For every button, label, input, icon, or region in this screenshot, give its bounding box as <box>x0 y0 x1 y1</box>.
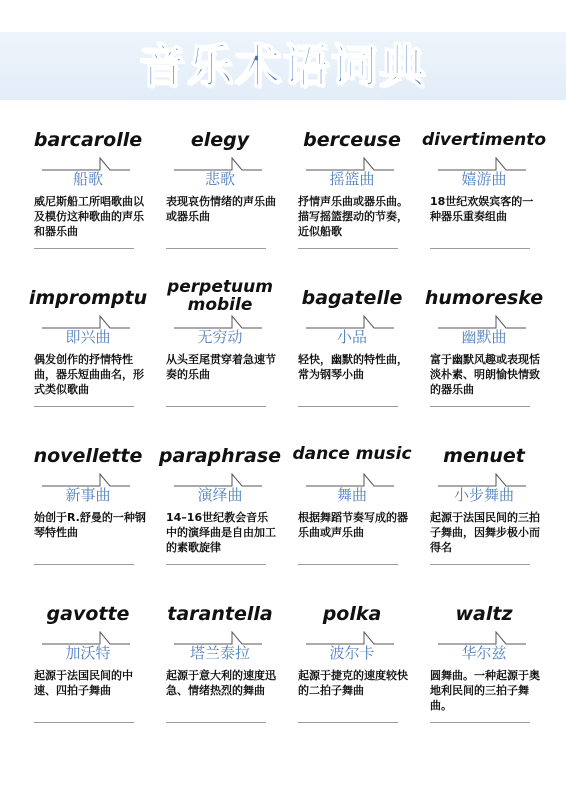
divider <box>298 248 398 249</box>
term-card <box>22 438 154 596</box>
term-english: polka <box>322 603 382 625</box>
title-banner <box>0 32 566 100</box>
divider <box>34 722 134 723</box>
term-card <box>286 438 418 596</box>
term-card <box>286 122 418 280</box>
divider <box>298 722 398 723</box>
term-chinese: 塔兰泰拉 <box>189 644 250 662</box>
term-english: novellette <box>33 445 143 467</box>
term-english: impromptu <box>28 287 148 309</box>
term-card <box>154 277 286 438</box>
term-card <box>418 596 550 754</box>
divider <box>166 248 266 249</box>
divider <box>166 722 266 723</box>
term-card <box>286 596 418 754</box>
term-grid <box>22 122 550 754</box>
divider <box>298 406 398 407</box>
page-title: 音乐术语词典 <box>139 39 427 93</box>
term-english: tarantella <box>167 603 273 625</box>
term-description: 起源于意大利的速度迅急、情绪热烈的舞曲 <box>166 669 276 697</box>
term-card <box>154 122 286 280</box>
term-card <box>418 280 550 438</box>
term-card <box>22 280 154 438</box>
term-english: elegy <box>190 129 250 151</box>
divider <box>298 564 398 565</box>
term-description: 始创于R.舒曼的一种钢琴特性曲 <box>34 511 146 539</box>
divider <box>34 406 134 407</box>
term-description: 圆舞曲。一种起源于奥地利民间的三拍子舞曲。 <box>430 669 540 712</box>
divider <box>430 564 530 565</box>
term-description: 14–16世纪教会音乐中的演绎曲是自由加工的素歌旋律 <box>166 511 276 554</box>
term-english: berceuse <box>303 129 401 151</box>
term-card <box>286 280 418 438</box>
term-description: 富于幽默风趣或表现恬淡朴素、明朗愉快情致的器乐曲 <box>430 353 540 396</box>
term-english: dance music <box>292 444 412 464</box>
term-description: 根据舞蹈节奏写成的器乐曲或声乐曲 <box>298 511 408 539</box>
term-chinese: 即兴曲 <box>65 328 111 346</box>
term-chinese: 加沃特 <box>65 644 111 662</box>
divider <box>430 248 530 249</box>
term-chinese: 演绎曲 <box>197 486 243 504</box>
term-card <box>418 438 550 596</box>
term-description: 起源于法国民间的三拍子舞曲，因舞步极小而得名 <box>430 511 540 554</box>
term-chinese: 船歌 <box>72 170 103 188</box>
term-card <box>154 438 286 596</box>
term-description: 轻快，幽默的特性曲，常为钢琴小曲 <box>298 353 408 381</box>
term-english: humoreske <box>424 287 544 309</box>
term-english: divertimento <box>421 130 547 150</box>
term-chinese: 悲歌 <box>204 170 235 188</box>
term-card <box>154 596 286 754</box>
term-chinese: 新事曲 <box>65 486 111 504</box>
term-description: 起源于法国民间的中速、四拍子舞曲 <box>34 669 133 697</box>
term-chinese: 无穷动 <box>197 328 243 346</box>
term-description: 起源于捷克的速度较快的二拍子舞曲 <box>298 669 408 697</box>
divider <box>430 722 530 723</box>
term-english: waltz <box>455 603 513 625</box>
term-card <box>22 122 154 280</box>
term-description: 18世纪欢娱宾客的一种器乐重奏组曲 <box>430 195 534 223</box>
term-chinese: 舞曲 <box>336 486 367 504</box>
term-english: perpetuum mobile <box>167 277 273 315</box>
term-card <box>22 596 154 754</box>
term-english: barcarolle <box>33 129 143 151</box>
term-english: menuet <box>443 445 525 467</box>
term-card <box>418 122 550 280</box>
term-chinese: 小品 <box>336 328 367 346</box>
term-chinese: 小步舞曲 <box>453 486 514 504</box>
term-description: 威尼斯船工所唱歌曲以及模仿这种歌曲的声乐和器乐曲 <box>34 195 144 238</box>
term-description: 抒情声乐曲或器乐曲。描写摇篮摆动的节奏，近似船歌 <box>298 195 408 238</box>
term-chinese: 波尔卡 <box>329 644 375 662</box>
term-chinese: 幽默曲 <box>461 328 507 346</box>
term-english: paraphrase <box>158 445 282 467</box>
term-chinese: 摇篮曲 <box>329 170 375 188</box>
term-description: 偶发创作的抒情特性曲，器乐短曲曲名，形式类似歌曲 <box>34 353 144 396</box>
divider <box>166 406 266 407</box>
term-description: 从头至尾贯穿着急速节奏的乐曲 <box>166 353 276 381</box>
term-english: gavotte <box>46 603 130 625</box>
divider <box>166 564 266 565</box>
divider <box>430 406 530 407</box>
divider <box>34 248 134 249</box>
divider <box>34 564 134 565</box>
term-chinese: 嬉游曲 <box>461 170 507 188</box>
term-chinese: 华尔兹 <box>461 644 507 662</box>
term-english: bagatelle <box>301 287 403 309</box>
term-description: 表现哀伤情绪的声乐曲或器乐曲 <box>166 195 276 223</box>
